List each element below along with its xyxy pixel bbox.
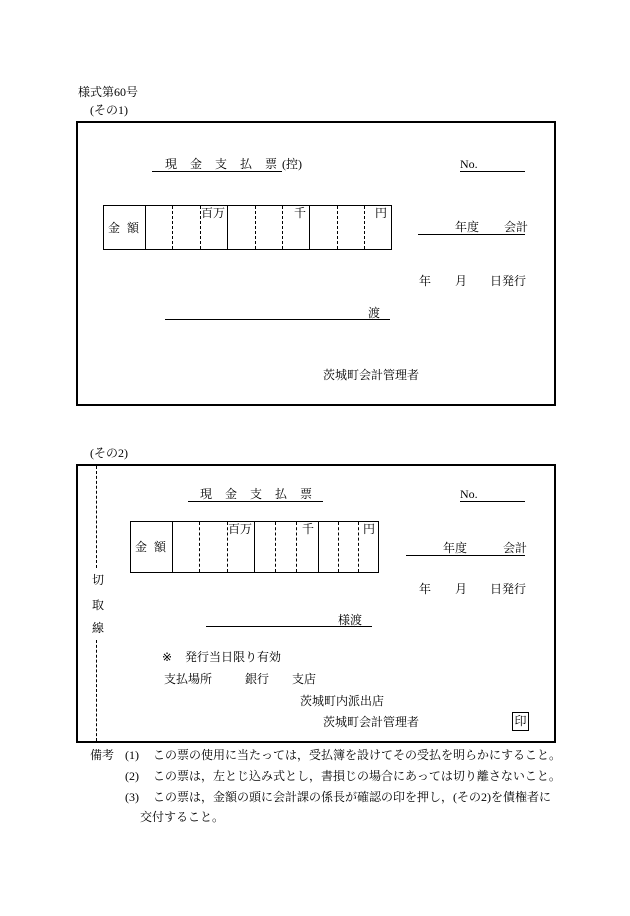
copy-marker: (控) [282,157,303,171]
issuer-name: 茨城町会計管理者 [323,715,420,729]
amount-digit-cell [338,206,365,250]
amount-digit-cell [339,522,359,573]
fiscal-year-label: 年度 [443,541,468,555]
form-number: 様式第60号 [78,85,139,99]
slip-title [188,487,323,502]
cut-line-char: 取 [92,598,105,612]
payee-field [165,306,390,320]
issue-year-label: 年 [419,582,432,596]
remark-text: この票は，左とじ込み式とし，書損じの場合にあっては切り離さないこと。 [153,769,561,783]
payee-suffix: 渡 [367,306,380,320]
bank-label: 銀行 [245,672,270,686]
payee-field [206,613,372,627]
amount-digit-cell [283,206,310,250]
amount-digit-cell [297,522,319,573]
cut-line-char: 線 [92,621,105,635]
part1-label: (その1) [90,103,128,117]
thousands-unit-label: 千 [293,206,306,220]
amount-digit-cell [365,206,392,250]
seal-stamp-box: 印 [512,712,529,731]
amount-digit-cell [173,522,200,573]
fiscal-year-label: 年度 [455,220,480,234]
amount-grid [103,205,392,250]
millions-unit-label: 百万 [201,206,226,220]
reference-mark-icon: ※ [162,650,173,664]
issue-day-label: 日発行 [490,582,527,596]
amount-label: 金 額 [134,540,168,554]
amount-digit-cell [200,522,228,573]
amount-digit-cell [276,522,297,573]
amount-digit-cell [173,206,201,250]
amount-digit-cell [359,522,379,573]
branch-label: 支店 [292,672,317,686]
part2-label: (その2) [90,446,128,460]
payment-place-label: 支払場所 [164,672,213,686]
cut-line-bottom [96,640,97,741]
branch-office-name: 茨城町内派出店 [300,694,385,708]
validity-note: 発行当日限り有効 [185,650,282,664]
amount-label: 金 額 [107,220,141,235]
slip-number-label: No. [460,487,478,501]
issue-day-label: 日発行 [490,274,527,288]
amount-digit-cell [146,206,173,250]
issue-year-label: 年 [419,274,432,288]
cut-line-char: 切 [92,573,105,587]
slip-title-text: 現 金 支 払 票 [152,157,282,172]
amount-digit-cell [310,206,338,250]
slip-number-label: No. [460,157,478,171]
amount-digit-cell [255,522,276,573]
issuer-name: 茨城町会計管理者 [323,368,420,382]
amount-digit-cell [201,206,228,250]
remark-number: (3) [125,790,139,804]
issue-month-label: 月 [455,582,468,596]
payment-slip [76,464,556,743]
yen-unit-label: 円 [374,206,387,220]
payee-suffix: 様渡 [337,613,362,627]
thousands-unit-label: 千 [301,522,314,536]
issue-month-label: 月 [455,274,468,288]
amount-digit-cell [228,206,256,250]
remark-text-continuation: 交付すること。 [140,810,225,824]
remark-number: (2) [125,769,139,783]
remark-text: この票は，金額の頭に会計課の係長が確認の印を押し，(その2)を債権者に [153,790,551,804]
remark-number: (1) [125,748,139,762]
amount-digit-cell [256,206,283,250]
amount-digit-cell [228,522,255,573]
slip-title-text: 現 金 支 払 票 [188,487,323,502]
remarks-label: 備考 [90,748,115,762]
fiscal-account-field [406,541,528,556]
amount-grid [130,521,379,573]
yen-unit-label: 円 [362,522,375,536]
fiscal-account-field [418,220,529,235]
millions-unit-label: 百万 [228,522,253,536]
remark-text: この票の使用に当たっては，受払簿を設けてその受払を明らかにすること。 [153,748,562,762]
slip-title [152,157,302,172]
slip-number-field [460,487,525,502]
account-label: 会計 [504,220,529,234]
account-label: 会計 [503,541,528,555]
amount-digit-cell [319,522,339,573]
cut-line-top [96,466,97,568]
slip-number-field [460,157,525,172]
payment-slip-copy [76,121,556,406]
